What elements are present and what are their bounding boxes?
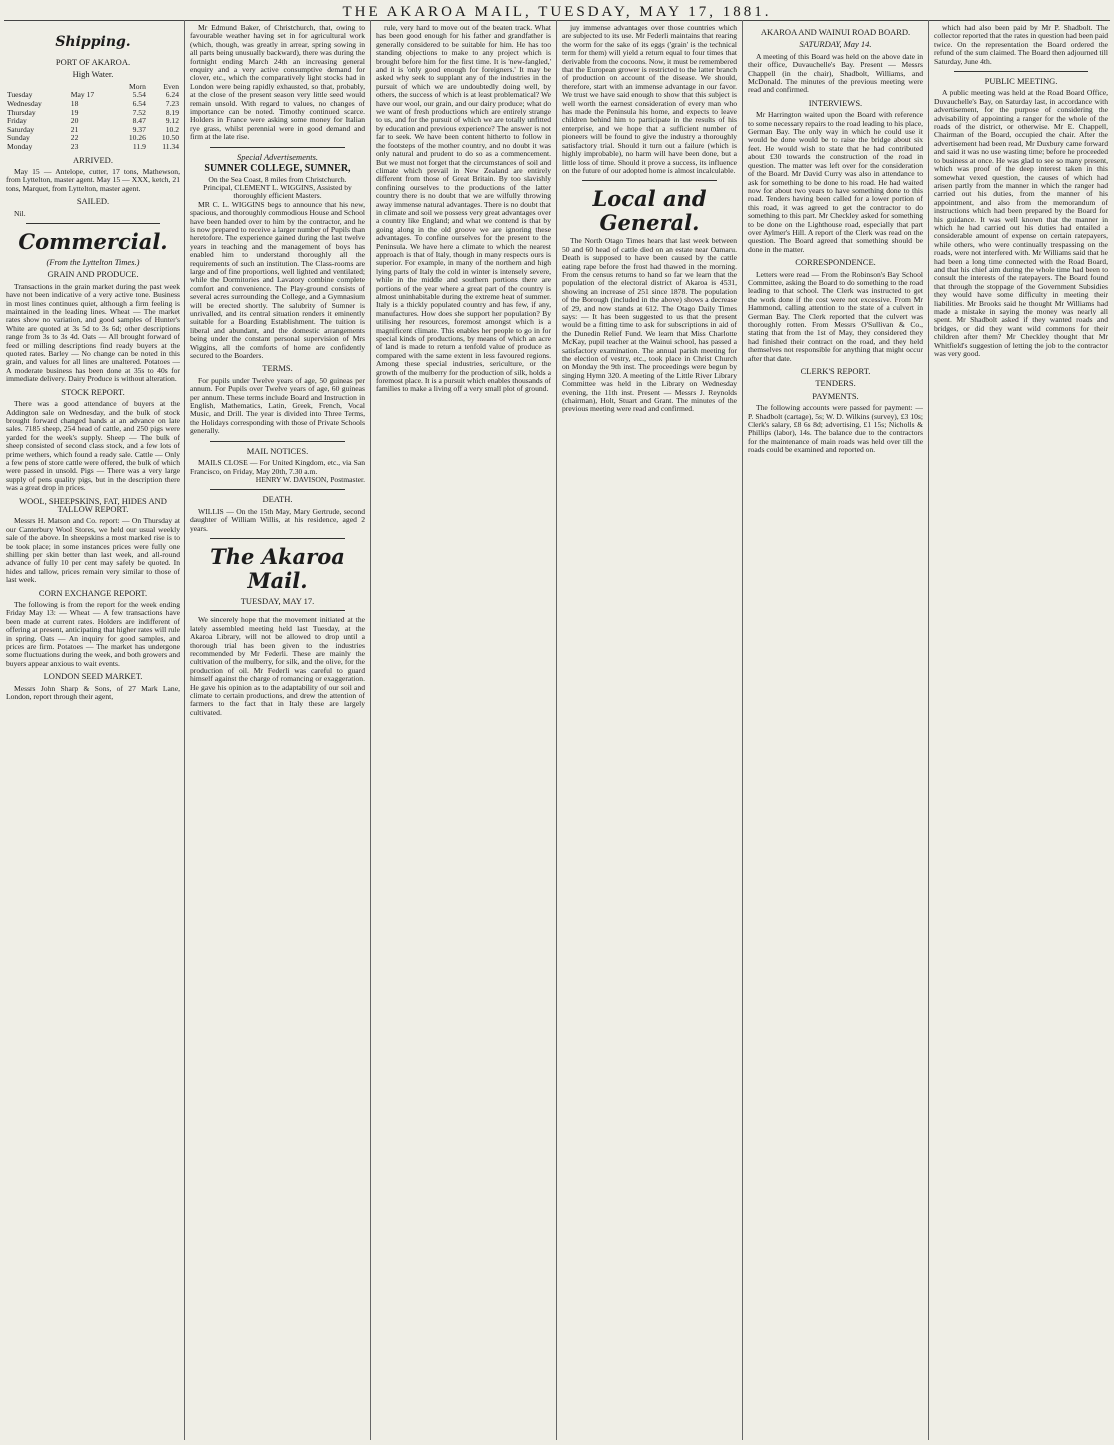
divider: [26, 223, 160, 224]
clerk-report-heading: CLERK'S REPORT.: [800, 366, 871, 377]
corn-text: The following is from the report for the week ending Friday May 13: — Wheat — A few transactions have been made at current rates. Holders are indifferent of offering at present, anticipating that higher rates will rule in spring. Oats — An inquiry for good samples, and prices are firm. Potatoes — The market has undergone some fluctuations during the week, and both growers and buyers appear anxious to wait events.: [6, 600, 180, 668]
local-general-text: The North Otago Times hears that last week between 50 and 60 head of cattle died on an estate near Oamaru. Death is supposed to have been caused by the cattle eating rape before the frost had thawed in the morning. From the census returns to hand so far we learn that the population of the electoral district of Akaroa is 4531, showing an increase of 251 since 1878. The population of the Borough (included in the above) shows a decrease of 29, and now stands at 612. The Otago Daily Times says: — It has been suggested to us that the present would be a fitting time to ask for subscriptions in aid of the Dunedin Relief Fund. We learn that Miss Charlotte McKay, pupil teacher at the Wainui school, has passed a satisfactory examination. The annual parish meeting for the election of vestry, etc., took place in Christ Church on Monday the 9th inst. The proceedings were begun by singing Hymn 320. A meeting of the Little River Library Committee was held in the Library on Wednesday evening, the 11th inst. Present — Messrs J. Reynolds (chairman), Holt, Stuart and Grant. The minutes of the previous meeting were read and confirmed.: [562, 236, 737, 414]
tide-row: Monday 23 11.9 11.34: [7, 141, 179, 151]
port-heading: PORT OF AKAROA.: [55, 57, 131, 67]
column-6: [934, 24, 1108, 1440]
death-heading: DEATH.: [262, 494, 293, 505]
editorial-conclusion: juy immense advantages over those countries which are subjected to its use. Mr Federli maintains that rearing the worm for the sake of its eggs ('grain' is the technical term for them) will yield a return equal to four times that derivable from the cocoons. Now, it must be remembered that the European grower is restricted to the latter branch of production on account of the disease. We should, therefore, start with an immense advantage in our favor. We trust we have said enough to show that this subject is well worth the earnest consideration of every man who has made the Peninsula his home, and expects to leave children behind him to participate in the results of his enterprise, and we hope that a sufficient number of pioneers will be found to give the industry a thoroughly satisfactory trial. Should it turn out a failure (which is highly improbable), no harm will have been done, but a little loss of time. Should it prove a success, its influence on the future of our adopted home is almost incalculable.: [562, 24, 737, 175]
sailed-heading: SAILED.: [76, 196, 110, 207]
road-board-date: SATURDAY, May 14.: [799, 39, 872, 50]
grain-heading: GRAIN AND PRODUCE.: [47, 269, 139, 280]
column-rule: [370, 20, 371, 1440]
divider: [210, 610, 345, 611]
column-4: [562, 24, 737, 1440]
shipping-heading: Shipping.: [55, 34, 131, 50]
tide-table: [6, 83, 180, 152]
column-2: [190, 24, 365, 1440]
tenders-heading: TENDERS.: [815, 378, 856, 389]
column-5: [748, 24, 923, 1440]
grain-text: Transactions in the grain market during the past week have not been indicative of a very active tone. Business in most lines continues quiet, although a firm feeling is maintained in the leading lines. Wheat — The market rates show no variation, and good samples of Hunter's White are quoted at 3s 5d to 3s 6d; other descriptions range from 3s to 3s 4d. Oats — All brought forward of feed or milling descriptions find ready buyers at the quoted rates. Barley — No change can be noted in this grain, and values for all lines are unaltered. Potatoes — A moderate business has been done at 35s to 40s for immediate delivery. Dairy Produce is without alteration.: [6, 281, 180, 384]
london-heading: LONDON SEED MARKET.: [43, 671, 143, 682]
corn-heading: CORN EXCHANGE REPORT.: [38, 587, 148, 598]
london-text: Messrs John Sharp & Sons, of 27 Mark Lane, London, report through their agent,: [6, 683, 180, 702]
masthead-rule: [4, 20, 1110, 21]
paper-date: TUESDAY, MAY 17.: [240, 595, 315, 606]
divider: [210, 538, 345, 539]
wool-heading: WOOL, SHEEPSKINS, FAT, HIDES AND TALLOW REPORT.: [19, 495, 167, 514]
ad-principal: Principal, CLEMENT L. WIGGINS, Assisted by thoroughly efficient Masters.: [203, 182, 352, 201]
road-board-conclusion: which had also been paid by Mr P. Shadbolt. The collector reported that the rates in question had been paid twice. On the representation the Board ordered the refund of the sum claimed. The Board then adjourned till Saturday, June 4th.: [934, 24, 1108, 66]
tide-row: Tuesday May 17 5.54 6.24: [7, 90, 179, 100]
arrived-text: May 15 — Antelope, cutter, 17 tons, Mathewson, from Lyttelton, master agent. May 15 — XXX, ketch, 21 tons, Marquet, from Lyttelton, master agent.: [6, 166, 180, 193]
editorial-text: We sincerely hope that the movement initiated at the lately assembled meeting held last Tuesday, at the Akaroa Library, will not be allowed to drop until a thorough trial has been given to the industries recommended by Mr Federli. These are mainly the cultivation of the mulberry, for silk, and the olive, for the production of oil. Mr Federli was careful to guard himself against the charge of romancing or exaggeration. He gave his opinion as to the adaptability of our soil and climate to certain productions, and drew the attention of farmers to the fact that in Italy these are largely cultivated.: [190, 615, 365, 717]
wool-text: Messrs H. Matson and Co. report: — On Thursday at our Canterbury Wool Stores, we held our usual weekly sale of the above. In sheepskins a most marked rise is to be took place; in some instances prices were fully one shilling per skin better than last week, and all-round advance of fully 10 per cent may safely be quoted. In hides and tallow, prices remain very similar to those of last week.: [6, 516, 180, 585]
payments-text: The following accounts were passed for payment: — P. Shadbolt (cartage), 5s; W. D. Wilkins (survey), £3 10s; Clerk's salary, £8 6s 8d; advertising, £1 15s; Nicholls & Phillips (labor), 14s. The balance due to the contractors for the maintenance of main roads was held over till the roads could be examined and reported on.: [748, 403, 923, 455]
postmaster: HENRY W. DAVISON, Postmaster.: [255, 474, 365, 484]
terms-text: For pupils under Twelve years of age, 50 guineas per annum. For Pupils over Twelve years of age, 60 guineas per annum. These terms include Board and Instruction in English, Mathematics, Latin, Greek, French, Vocal Music, and Drill. The year is divided into Three Terms, the Holidays corresponding with those of Private Schools generally.: [190, 375, 365, 436]
editorial-continued: rule, very hard to move out of the beaten track. What has been good enough for his father and grandfather is generally considered to be suitable for him. He has too standing objections to make to any project which is brought before him for the first time. It is 'new-fangled,' and it is 'only good enough for foreigners.' It may be asked why seek to supplant any of the industries in the pursuit of which we are undoubtedly doing well, by others, the success of which is at least problematical? We have our wool, our grain, and our dairy produce; what do we want of fresh productions which are entirely strange to us, and for the pursuit of which we are totally unfitted by education and previous experience? The answer is not far to seek. We have been content hitherto to follow in the footsteps of the mother country, and no doubt it was only natural and prudent to do so as a commencement. But we must not forget that the circumstances of soil and climate which prevail in New Zealand are entirely different from those of Great Britain. By too slavishly confining ourselves to the productions of the latter country there is no doubt that we are wilfully throwing away immense natural advantages. There is no doubt that in climate and soil we possess very great advantages over a country like England; and what we contend is that by going along in the old groove we are ignoring these advantages. To confine ourselves for the present to the Peninsula. We have here a climate to which the nearest approach is that of Italy, though in many respects ours is superior. For example, in many of the northern and high lying parts of Italy the cold in winter is intensely severe, while in the middle and southern portions there are portions of the year where a great part of the country is almost uninhabitable during the extreme heat of summer. Italy is a thickly populated country and has few, if any, manufactures. How does she support her population? By utilising her resources, foremost amongst which is a magnificent climate. This enables her people to go in for special kinds of productions, by means of which an acre of land is made to return a tenfold value of produce as compared with the same extent in less favoured regions. Among these special industries, sericulture, or the growth of the mulberry for the production of silk, holds a foremost place. It is a pursuit which enables thousands of families to make a living off a very small plot of ground.: [376, 24, 551, 394]
terms-heading: TERMS.: [262, 363, 293, 374]
public-meeting-heading: PUBLIC MEETING.: [984, 76, 1058, 87]
column-rule: [928, 20, 929, 1440]
article-text: Mr Edmund Baker, of Christchurch, that, owing to favourable weather having set in for agricultural work (which, though, was greatly in arrear, spring sowing in all parts being unusually backward), there was during the fortnight ending March 24th an increasing general enquiry and a very active consumptive demand for clover, etc., which the comparatively light stocks had in London were being rapidly exhausted, so that, probably, at the close of the present season very little seed would remain unsold. With regard to values, no changes of importance can be noted. Timothy continued scarce. Holders in France were asking some money for Italian rye grass, whilst perennial were in good demand and firm at the late rise.: [190, 24, 365, 142]
source-note: (From the Lyttelton Times.): [46, 257, 140, 267]
ad-title: SUMNER COLLEGE, SUMNER,: [204, 163, 351, 175]
correspondence-heading: CORRESPONDENCE.: [795, 257, 876, 268]
column-3: [376, 24, 551, 1440]
tide-row: Sunday 22 10.26 10.50: [7, 133, 179, 143]
divider: [210, 489, 345, 490]
death-text: WILLIS — On the 15th May, Mary Gertrude, second daughter of William Willis, at his residence, aged 2 years.: [190, 506, 365, 533]
interviews-text: Mr Harrington waited upon the Board with reference to some necessary repairs to the road leading to his place, German Bay. The only way in which he could use it would be done would be to raise the bridge about six feet. He would wish to state that he had contributed about £30 towards the construction of the road in question. The matter was left over for the consideration of the Board. Mr David Curry was also in attendance to ask for something to be done to his road. He had waited now for about two years to have something done to this road. Tenders having been called for a lower portion of this road, it was agreed to get the contractor to do something to this part. Mr Checkley asked for something to be done on the Lighthouse road, especially that part over Aylmer's Hill. A report of the Clerk was read on the question. The Board agreed that something should be done in the matter.: [748, 110, 923, 254]
column-rule: [556, 20, 557, 1440]
tide-header-row: Morn Even: [129, 81, 179, 91]
column-rule: [742, 20, 743, 1440]
tide-row: Saturday 21 9.37 10.2: [7, 124, 179, 134]
local-general-heading: Local and General.: [592, 186, 707, 236]
correspondence-text: Letters were read — From the Robinson's Bay School Committee, asking the Board to do something to the road leading to that school. The Clerk was instructed to get the work done if the cost were not excessive. From Mr Hammond, calling attention to the state of a culvert in German Bay. The Clerk reported that the culvert was thoroughly rotten. From Messrs O'Sullivan & Co., stating that from the 1st of May, they considered they had finished their contract on the road, and they held themselves not responsible for anything that might occur after that date.: [748, 269, 923, 363]
arrived-heading: ARRIVED.: [73, 154, 113, 165]
payments-heading: PAYMENTS.: [812, 390, 859, 401]
divider: [954, 71, 1088, 72]
high-water-heading: High Water.: [72, 69, 114, 80]
interviews-heading: INTERVIEWS.: [808, 97, 863, 108]
divider: [582, 180, 717, 181]
divider: [210, 441, 345, 442]
special-ads-heading: Special Advertisements.: [236, 151, 319, 162]
masthead: THE AKAROA MAIL, TUESDAY, MAY 17, 1881.: [342, 4, 772, 20]
divider: [210, 147, 345, 148]
ad-text: MR C. L. WIGGINS begs to announce that his new, spacious, and thoroughly commodious House and School have been handed over to him by the contractor, and he is now prepared to receive a larger number of Pupils than heretofore. The experience gained during the last twelve years in teaching and the management of boys has enabled him to understand thoroughly all the requirements of such an institution. The Class-rooms are large and of fine proportions, well lighted and ventilated; while the Dormitories and Lavatory combine complete comfort and convenience. The Play-ground consists of several acres surrounding the College, and a Gymnasium will be erected shortly. The salubrity of Sumner is unrivalled, and its central situation renders it eminently suitable for a Boarding Establishment. The tuition is liberal and abundant, and the domestic arrangements being under the constant personal supervision of Mrs Wiggins, all the comforts of home are confidently secured to the Boarders.: [190, 199, 365, 361]
mail-text: MAILS CLOSE — For United Kingdom, etc., via San Francisco, on Friday, May 20th, 7.30 a.m.: [190, 458, 365, 476]
tide-row: Wednesday 18 6.54 7.23: [7, 99, 179, 108]
road-board-text: A meeting of this Board was held on the above date in their office, Duvauchelle's Bay. Present — Messrs Chappell (in the chair), Shadbolt, Williams, and McDonald. The minutes of the previous meeting were read and confirmed.: [748, 51, 923, 95]
public-meeting-text: A public meeting was held at the Road Board Office, Duvauchelle's Bay, on Saturday last, in accordance with advertisement, for the purpose of considering the advisability of appointing a ranger for the whole of the roads of the district, or otherwise. Mr E. Chappell, Chairman of the Board, occupied the chair. After the advertisement had been read, Mr Duxbury came forward and said it was no use wasting time; before he proceeded to business at once. He was glad to see so many present, which was proof of the deep interest taken in this somewhat vexed question, the causes of which had arisen partly from the manner in which the ranger had carried out his duties, from the manner of his appointment, and also from the memorandum of instructions which had been prepared by the Board for his guidance. It was well known that the manner in which he had carried out his duties had entailed a considerable amount of expense on certain ratepayers, while others, who were continually trespassing on the roads, were not interfered with. Mr Williams said that he had been a long time connected with the Road Board, and that his chief aim during the whole time had been to consult the interests of the ratepayers. The Board found that through the stoppage of the Government Subsidies they would have some difficulty in meeting their liabilities. Mr Brooks said he thought Mr Williams had made a mistake in saying the money was nearly all spent. Mr Shadbolt asked if they wanted roads and bridges, or did they want wild commons for their children after them? Mr Checkley thought that Mr Whitfield's suggestion of letting the job to the contractor was very good.: [934, 88, 1108, 359]
ad-subtitle: On the Sea Coast, 8 miles from Christchurch.: [208, 174, 347, 184]
stock-heading: STOCK REPORT.: [61, 386, 125, 397]
column-rule: [184, 20, 185, 1440]
mail-heading: MAIL NOTICES.: [246, 445, 309, 456]
paper-name: The Akaroa Mail.: [210, 543, 345, 593]
column-1: [6, 24, 180, 1440]
tide-row: Thursday 19 7.52 8.19: [7, 107, 179, 117]
tide-row: Friday 20 8.47 9.12: [7, 116, 179, 126]
stock-text: There was a good attendance of buyers at the Addington sale on Wednesday, and the bulk of stock brought forward changed hands at an advance on late sales. 7185 sheep, 254 head of cattle, and 250 pigs were yarded for the week's supply. Sheep — The bulk of sheep consisted of second class stock, and a few lots of prime wethers, which found a ready sale. Cattle — Only a few pens of store cattle were offered, the bulk of which were passed in unsold. Pigs — There was a very large supply of pens quality pigs, but in the description there was a great drop in prices.: [6, 399, 180, 493]
sailed-text: Nil.: [14, 208, 26, 218]
road-board-heading: AKAROA AND WAINUI ROAD BOARD.: [760, 27, 911, 37]
commercial-heading: Commercial.: [18, 229, 168, 254]
